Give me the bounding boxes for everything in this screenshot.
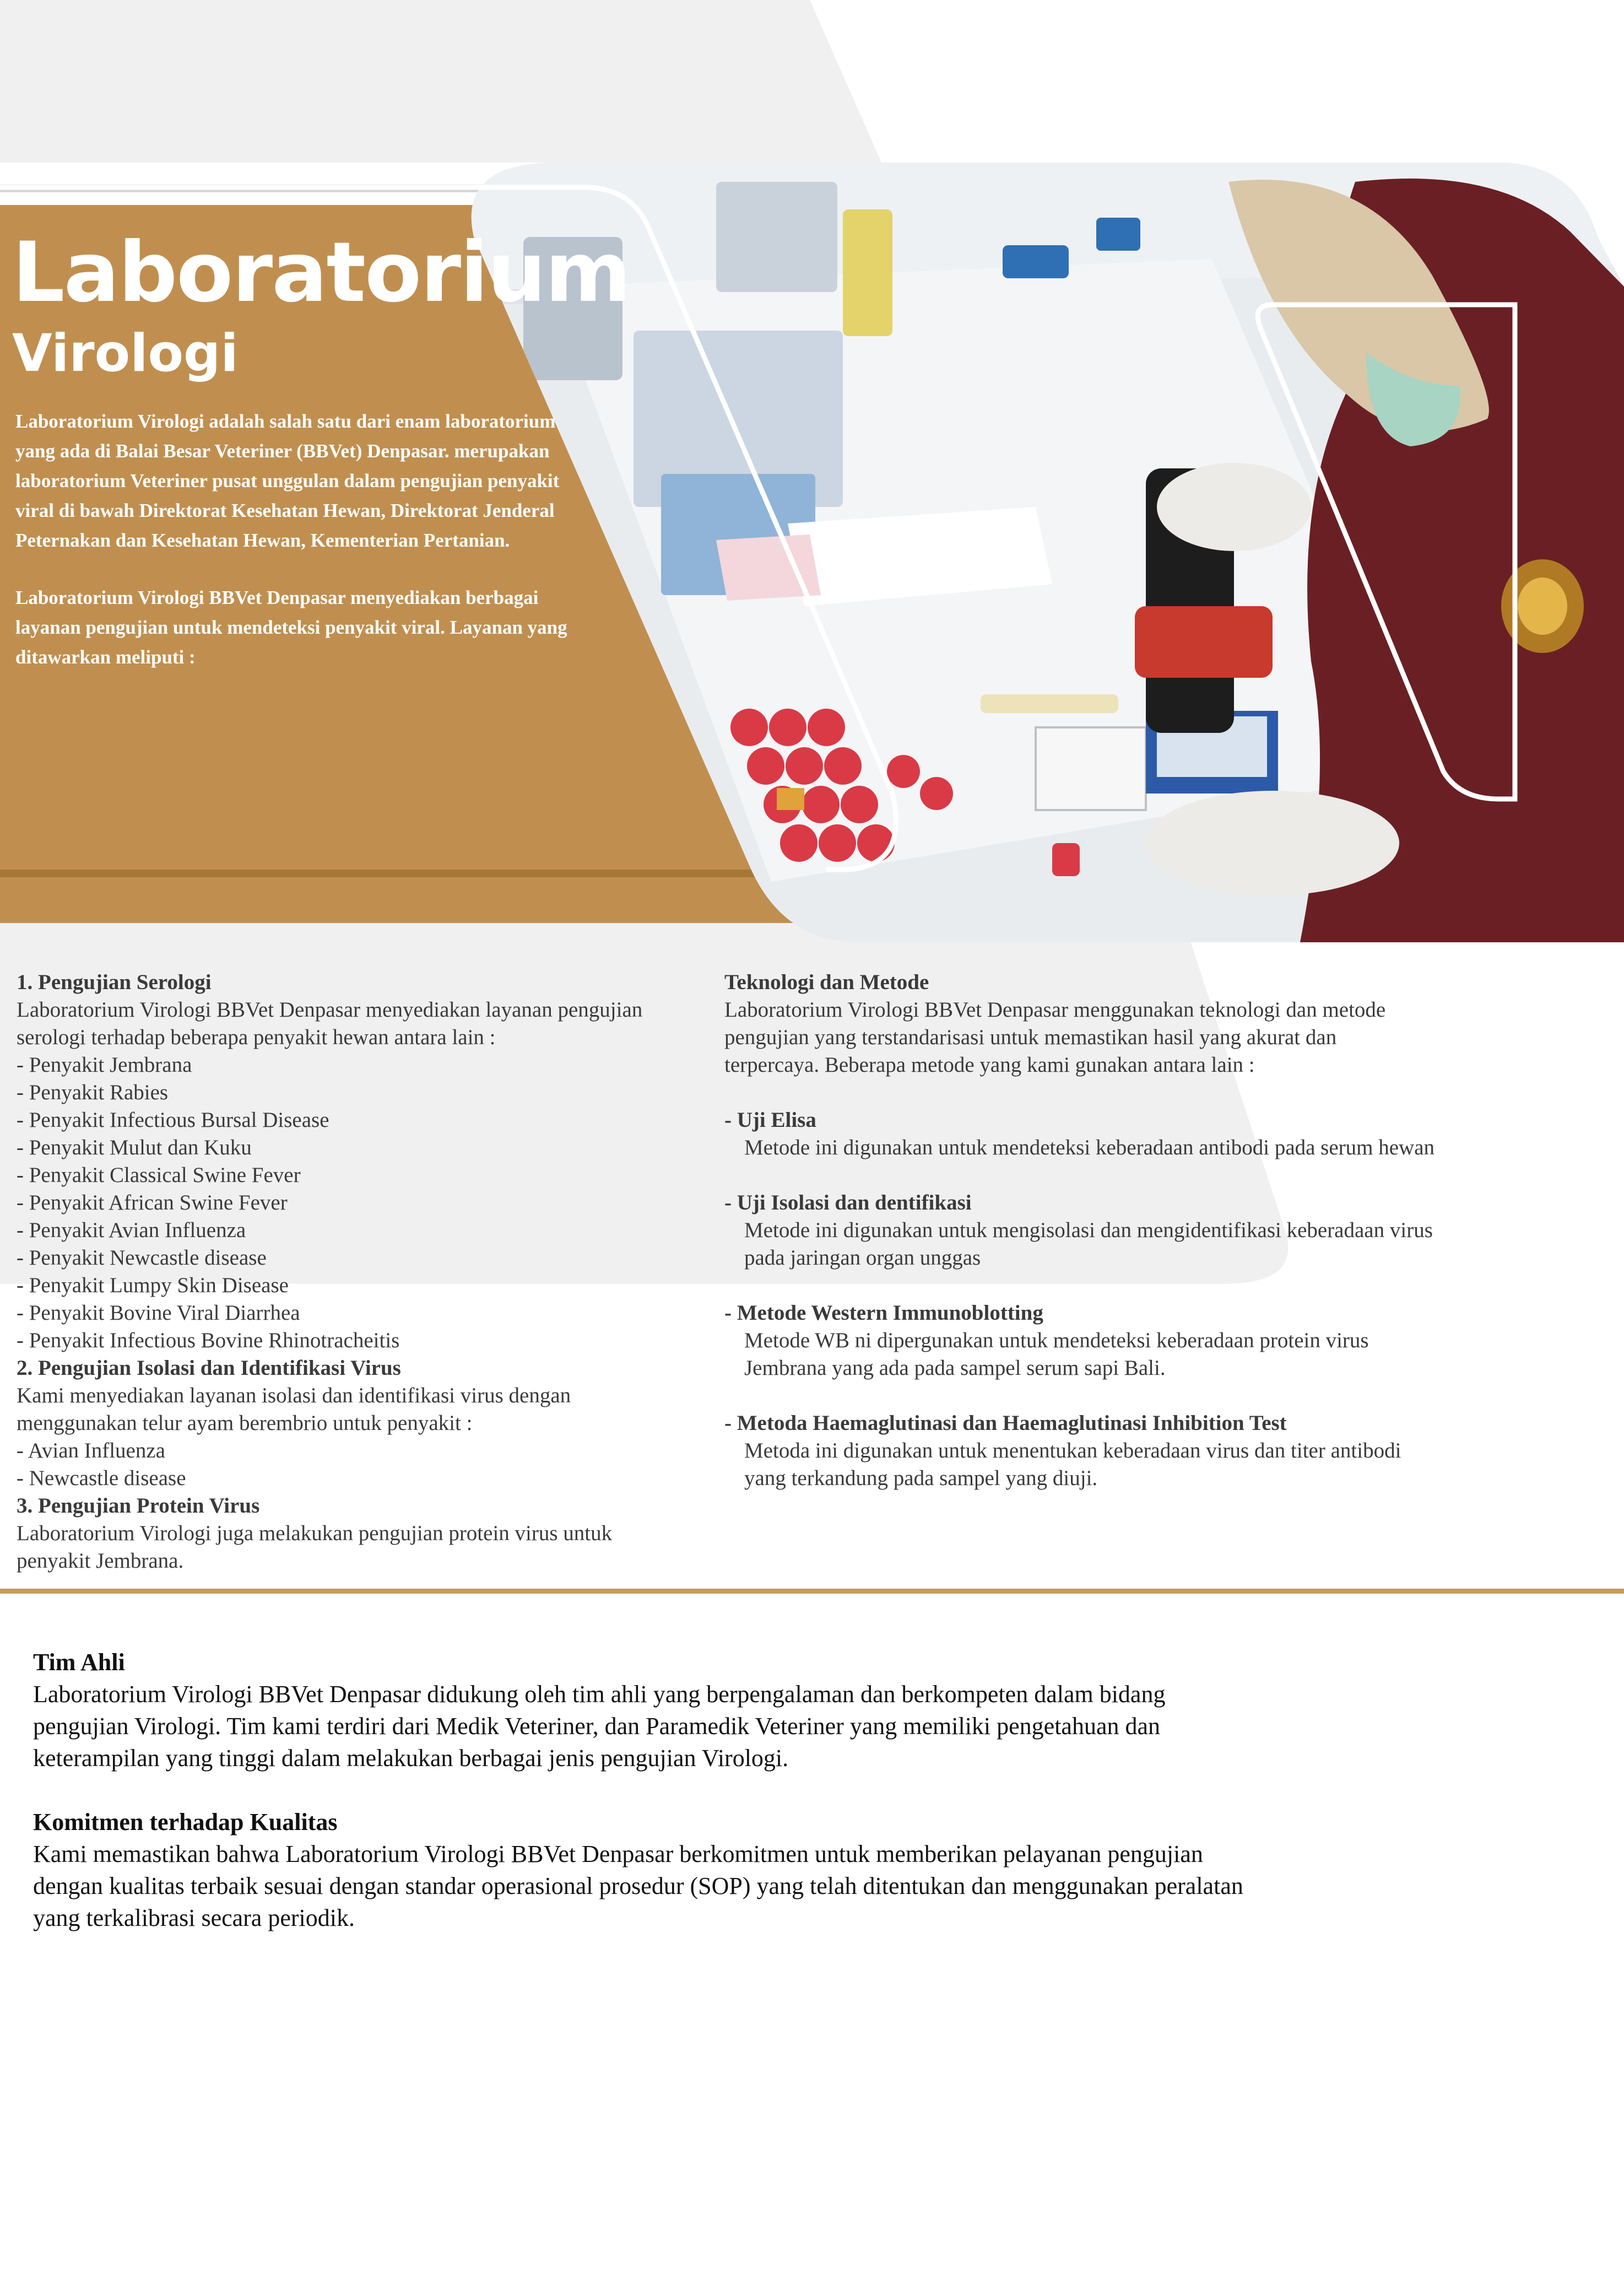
page-title: Laboratorium — [12, 225, 630, 321]
list-item: - Penyakit Rabies — [17, 1081, 169, 1104]
page-subtitle: Virologi — [12, 323, 239, 384]
left-column — [17, 969, 716, 1575]
method-desc: Metode WB ni dipergunakan untuk mendeteksi keberadaan protein virus — [744, 1329, 1369, 1352]
list-item: - Penyakit Bovine Viral Diarrhea — [17, 1301, 300, 1325]
quality-line: dengan kualitas terbaik sesuai dengan standar operasional prosedur (SOP) yang telah ditentukan dan menggunakan peralatan — [33, 1872, 1243, 1899]
quality-section — [33, 1806, 1410, 1934]
method-title: - Metode Western Immunoblotting — [724, 1301, 1043, 1325]
isolasi-intro-line: menggunakan telur ayam berembrio untuk penyakit : — [17, 1411, 473, 1435]
serologi-intro-line: serologi terhadap beberapa penyakit hewan antara lain : — [17, 1025, 496, 1049]
tech-intro-line: pengujian yang terstandarisasi untuk memastikan hasil yang akurat dan — [724, 1025, 1337, 1049]
isolasi-intro-line: Kami menyediakan layanan isolasi dan identifikasi virus dengan — [17, 1384, 571, 1407]
method-title: - Uji Elisa — [724, 1108, 816, 1132]
list-item: - Penyakit African Swine Fever — [17, 1191, 288, 1214]
method-title: - Metoda Haemaglutinasi dan Haemaglutinasi Inhibition Test — [724, 1411, 1287, 1435]
isolasi-heading: 2. Pengujian Isolasi dan Identifikasi Virus — [17, 1356, 401, 1380]
list-item: - Penyakit Newcastle disease — [17, 1246, 267, 1270]
tech-intro-line: terpercaya. Beberapa metode yang kami gunakan antara lain : — [724, 1053, 1255, 1077]
intro-line: yang ada di Balai Besar Veteriner (BBVet) Denpasar. merupakan — [15, 440, 550, 462]
intro-line: Laboratorium Virologi adalah salah satu dari enam laboratorium — [15, 411, 556, 432]
list-item: - Penyakit Lumpy Skin Disease — [17, 1273, 289, 1297]
top-gray-shape — [0, 0, 881, 163]
method-desc: Jembrana yang ada pada sampel serum sapi Bali. — [744, 1356, 1166, 1380]
protein-heading: 3. Pengujian Protein Virus — [17, 1494, 260, 1518]
team-line: keterampilan yang tinggi dalam melakukan berbagai jenis pengujian Virologi. — [33, 1745, 789, 1772]
serologi-intro-line: Laboratorium Virologi BBVet Denpasar menyediakan layanan pengujian — [17, 998, 643, 1022]
list-item: - Penyakit Infectious Bursal Disease — [17, 1108, 329, 1132]
team-heading: Tim Ahli — [33, 1649, 125, 1676]
section-divider — [0, 1589, 1624, 1594]
quality-line: Kami memastikan bahwa Laboratorium Virologi BBVet Denpasar berkomitmen untuk memberikan pelayanan pengujian — [33, 1840, 1203, 1867]
services-line: layanan pengujian untuk mendeteksi penyakit viral. Layanan yang — [15, 617, 567, 638]
tech-intro-line: Laboratorium Virologi BBVet Denpasar menggunakan teknologi dan metode — [724, 998, 1386, 1022]
team-line: pengujian Virologi. Tim kami terdiri dari Medik Veteriner, dan Paramedik Veteriner yang memiliki pengetahuan dan — [33, 1713, 1161, 1740]
list-item: - Penyakit Mulut dan Kuku — [17, 1136, 252, 1159]
intro-line: Peternakan dan Kesehatan Hewan, Kementerian Pertanian. — [15, 530, 510, 551]
list-item: - Penyakit Jembrana — [17, 1053, 192, 1077]
protein-text-line: Laboratorium Virologi juga melakukan pengujian protein virus untuk — [17, 1521, 613, 1545]
team-section — [33, 1647, 1410, 1774]
intro-paragraph — [15, 407, 638, 555]
team-line: Laboratorium Virologi BBVet Denpasar didukung oleh tim ahli yang berpengalaman dan berkompeten dalam bidang — [33, 1681, 1166, 1708]
method-desc: Metoda ini digunakan untuk menentukan keberadaan virus dan titer antibodi — [744, 1439, 1401, 1462]
quality-heading: Komitmen terhadap Kualitas — [33, 1809, 338, 1836]
method-desc: Metode ini digunakan untuk mendeteksi keberadaan antibodi pada serum hewan — [744, 1136, 1435, 1159]
tech-heading: Teknologi dan Metode — [724, 970, 929, 994]
services-line: Laboratorium Virologi BBVet Denpasar menyediakan berbagai — [15, 587, 539, 608]
method-desc: yang terkandung pada sampel yang diuji. — [744, 1466, 1098, 1490]
services-paragraph — [15, 583, 638, 672]
list-item: - Avian Influenza — [17, 1439, 165, 1462]
list-item: - Penyakit Avian Influenza — [17, 1218, 246, 1242]
method-desc: pada jaringan organ unggas — [744, 1246, 981, 1270]
list-item: - Newcastle disease — [17, 1466, 186, 1490]
method-title: - Uji Isolasi dan dentifikasi — [724, 1191, 972, 1214]
gold-panel-bottom-rule — [0, 870, 782, 877]
serologi-heading: 1. Pengujian Serologi — [17, 970, 212, 994]
intro-line: viral di bawah Direktorat Kesehatan Hewan, Direktorat Jenderal — [15, 500, 555, 521]
services-line: ditawarkan meliputi : — [15, 646, 196, 668]
right-column — [724, 969, 1606, 1492]
protein-text-line: penyakit Jembrana. — [17, 1549, 184, 1573]
list-item: - Penyakit Infectious Bovine Rhinotracheitis — [17, 1329, 400, 1352]
quality-line: yang terkalibrasi secara periodik. — [33, 1904, 355, 1931]
intro-line: laboratorium Veteriner pusat unggulan dalam pengujian penyakit — [15, 470, 560, 492]
method-desc: Metode ini digunakan untuk mengisolasi dan mengidentifikasi keberadaan virus — [744, 1218, 1433, 1242]
list-item: - Penyakit Classical Swine Fever — [17, 1163, 301, 1187]
